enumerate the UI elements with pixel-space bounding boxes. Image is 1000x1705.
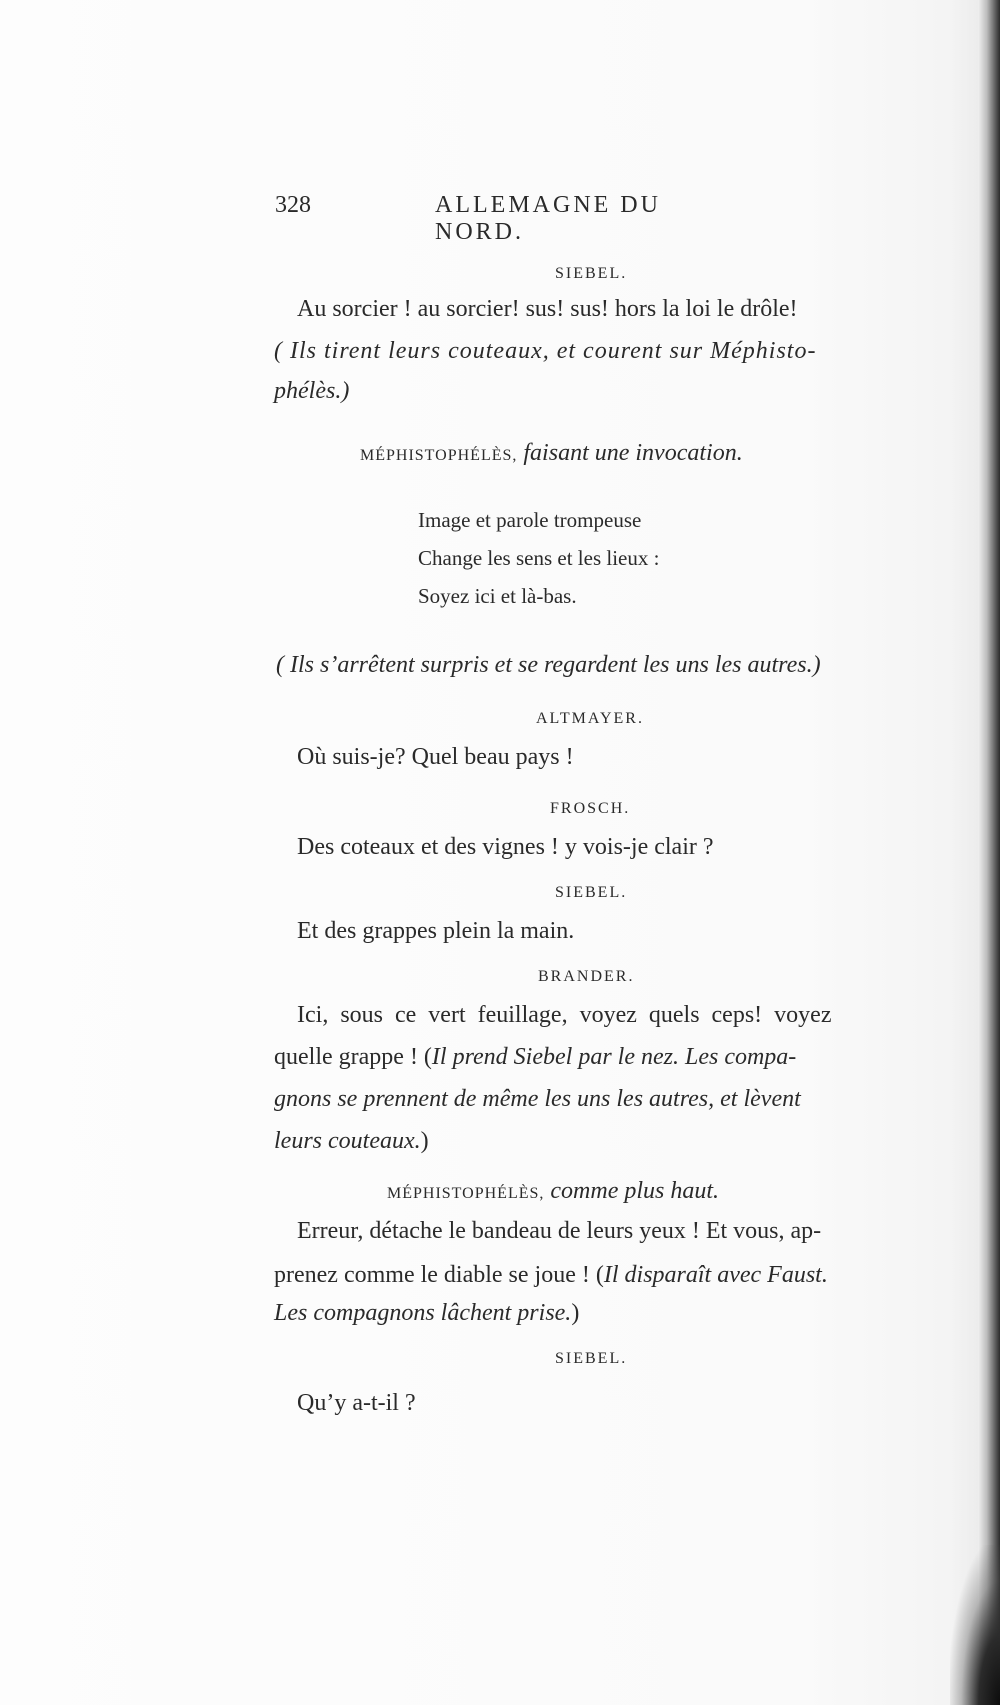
page-header — [275, 192, 755, 245]
dialogue-line: Et des grappes plein la main. — [297, 918, 575, 944]
stage-direction-end — [274, 1128, 429, 1155]
speaker-altmayer: ALTMAYER. — [536, 710, 644, 727]
page-corner-shadow — [950, 1545, 1000, 1705]
speaker-brander: BRANDER. — [538, 968, 635, 985]
dialogue-text: quelle grappe ! ( — [274, 1044, 432, 1070]
verse-line: Image et parole trompeuse — [418, 508, 642, 532]
dialogue-line: Ici, sous ce vert feuillage, voyez quels ceps! voyez — [297, 1002, 832, 1028]
dialogue-line: Des coteaux et des vignes ! y vois-je clair ? — [297, 834, 714, 860]
stage-direction: phélès.) — [274, 378, 350, 404]
stage-direction: ( Ils tirent leurs couteaux, et courent sur Méphisto- — [274, 338, 817, 364]
dialogue-line: Au sorcier ! au sorcier! sus! sus! hors la loi le drôle! — [297, 296, 798, 322]
speaker-frosch: FROSCH. — [550, 800, 631, 817]
dialogue-text: prenez comme le diable se joue ! ( — [274, 1262, 604, 1288]
dialogue-line: Qu’y a-t-il ? — [297, 1390, 416, 1416]
stage-direction: Il disparaît avec Faust. — [603, 1262, 828, 1288]
speaker-siebel: SIEBEL. — [555, 1350, 628, 1367]
speaker-name: MÉPHISTOPHÉLÈS, — [360, 447, 518, 464]
dialogue-line — [274, 1262, 828, 1289]
page-gutter — [978, 0, 1000, 1705]
dialogue-line: Où suis-je? Quel beau pays ! — [297, 744, 574, 770]
stage-direction: Les compagnons lâchent prise. — [274, 1300, 572, 1326]
stage-direction: Il prend Siebel par le nez. Les compa- — [431, 1044, 797, 1070]
dialogue-line — [274, 1044, 796, 1071]
speaker-name: MÉPHISTOPHÉLÈS, — [387, 1185, 545, 1202]
speaker-mephistopheles — [387, 1178, 719, 1205]
running-title: ALLEMAGNE DU NORD. — [435, 192, 661, 245]
closing-paren: ) — [420, 1128, 429, 1154]
stage-direction: faisant une invocation. — [523, 440, 743, 466]
stage-direction: ( Ils s’arrêtent surpris et se regardent les uns les autres.) — [276, 652, 821, 678]
dialogue-line: Erreur, détache le bandeau de leurs yeux ! Et vous, ap- — [297, 1218, 822, 1244]
stage-direction-end — [274, 1300, 579, 1327]
speaker-siebel: SIEBEL. — [555, 884, 628, 901]
speaker-siebel: SIEBEL. — [555, 265, 628, 282]
page-number: 328 — [275, 192, 311, 218]
stage-direction: comme plus haut. — [550, 1178, 720, 1204]
stage-direction: gnons se prennent de même les uns les autres, et lèvent — [274, 1086, 801, 1112]
stage-direction: leurs couteaux. — [274, 1128, 421, 1154]
speaker-mephistopheles — [360, 440, 743, 467]
verse-line: Change les sens et les lieux : — [418, 546, 660, 570]
closing-paren: ) — [571, 1300, 580, 1326]
verse-line: Soyez ici et là-bas. — [418, 584, 577, 608]
